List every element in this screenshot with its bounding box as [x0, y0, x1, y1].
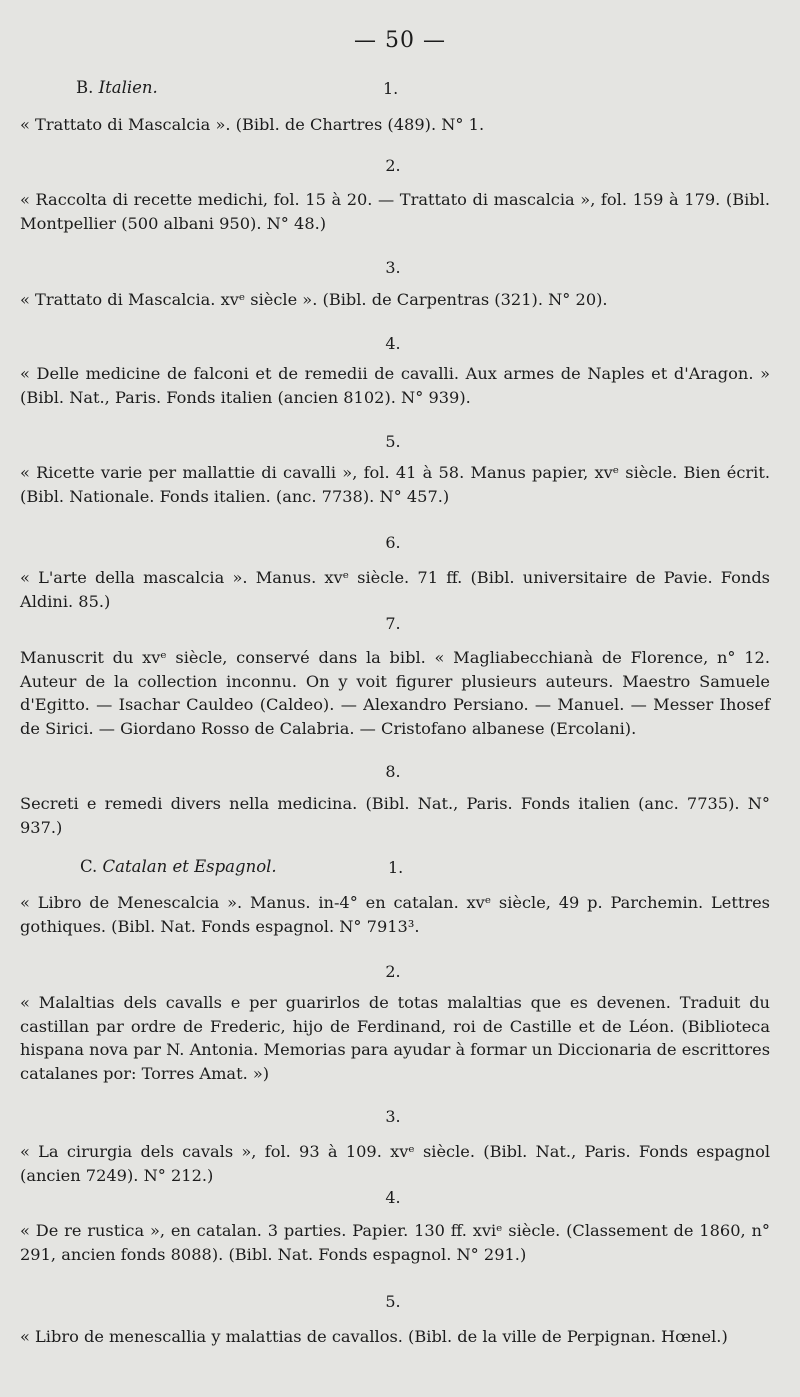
- entry-number: 5.: [385, 432, 401, 451]
- section-prefix: B.: [76, 78, 94, 97]
- entry-number: 3.: [385, 1107, 401, 1126]
- entry-number: 5.: [385, 1292, 401, 1311]
- entry-number: 1.: [383, 79, 399, 98]
- entry-number: 1.: [388, 858, 404, 877]
- section-title: Catalan et Espagnol.: [102, 857, 277, 876]
- section-title: Italien.: [98, 78, 158, 97]
- entry-text: « Trattato di Mascalcia. xvᵉ siècle ». (Bibl. de Carpentras (321). N° 20).: [20, 290, 608, 309]
- section-heading-italien: [76, 78, 158, 97]
- entry-number: 2.: [385, 156, 401, 175]
- entry-number: 4.: [385, 334, 401, 353]
- entry-text: Secreti e remedi divers nella medicina. (Bibl. Nat., Paris. Fonds italien (anc. 7735). N° 937.): [20, 794, 770, 837]
- entry-text: « Trattato di Mascalcia ». (Bibl. de Chartres (489). N° 1.: [20, 115, 485, 134]
- entry-text: « Ricette varie per mallattie di cavalli », fol. 41 à 58. Manus papier, xvᵉ siècle. Bien écrit. (Bibl. Nationale. Fonds italien. (anc. 7738). N° 457.): [20, 463, 770, 506]
- entry-number: 4.: [385, 1188, 401, 1207]
- entry-text: « La cirurgia dels cavals », fol. 93 à 109. xvᵉ siècle. (Bibl. Nat., Paris. Fonds espagnol (ancien 7249). N° 212.): [20, 1142, 770, 1185]
- section-prefix: C.: [80, 857, 98, 876]
- entry-number: 7.: [385, 614, 401, 633]
- entry-number: 3.: [385, 258, 401, 277]
- entry-text: « De re rustica », en catalan. 3 parties. Papier. 130 ff. xviᵉ siècle. (Classement de 1860, n° 291, ancien fonds 8088). (Bibl. Nat. Fonds espagnol. N° 291.): [20, 1221, 770, 1264]
- entry-text: « Delle medicine de falconi et de remedii de cavalli. Aux armes de Naples et d'Aragon. » (Bibl. Nat., Paris. Fonds italien (ancien 8102). N° 939).: [20, 364, 770, 407]
- page-number: — 50 —: [354, 28, 446, 53]
- entry-number: 6.: [385, 533, 401, 552]
- entry-text: « Libro de Menescalcia ». Manus. in-4° en catalan. xvᵉ siècle, 49 p. Parchemin. Lettres gothiques. (Bibl. Nat. Fonds espagnol. N° 7913³.: [20, 893, 770, 936]
- entry-number: 8.: [385, 762, 401, 781]
- entry-text: « Malaltias dels cavalls e per guarirlos de totas malaltias que es devenen. Traduit du castillan par ordre de Frederic, hijo de Ferdinand, roi de Castille et de Léon. (Biblioteca hispana nova par N. Antonia. Memorias para ayudar à formar un Diccionaria de escrittores catalanes por: Torres Amat. »): [20, 993, 770, 1083]
- entry-text: « Libro de menescallia y malattias de cavallos. (Bibl. de la ville de Perpignan. Hœnel.): [20, 1327, 728, 1346]
- entry-number: 2.: [385, 962, 401, 981]
- entry-text: « Raccolta di recette medichi, fol. 15 à 20. — Trattato di mascalcia », fol. 159 à 179. (Bibl. Montpellier (500 albani 950). N° 48.): [20, 190, 770, 233]
- section-heading-catalan-espagnol: [80, 857, 277, 876]
- entry-text: Manuscrit du xvᵉ siècle, conservé dans la bibl. « Magliabecchianà de Florence, n° 12. Auteur de la collection inconnu. On y voit figurer plusieurs auteurs. Maestro Samuele d'Egitto. — Isachar Cauldeo (Caldeo). — Alexandro Persiano. — Manuel. — Messer Ihosef de Sirici. — Giordano Rosso de Calabria. — Cristofano albanese (Ercolani).: [20, 648, 770, 738]
- entry-text: « L'arte della mascalcia ». Manus. xvᵉ siècle. 71 ff. (Bibl. universitaire de Pavie. Fonds Aldini. 85.): [20, 568, 770, 611]
